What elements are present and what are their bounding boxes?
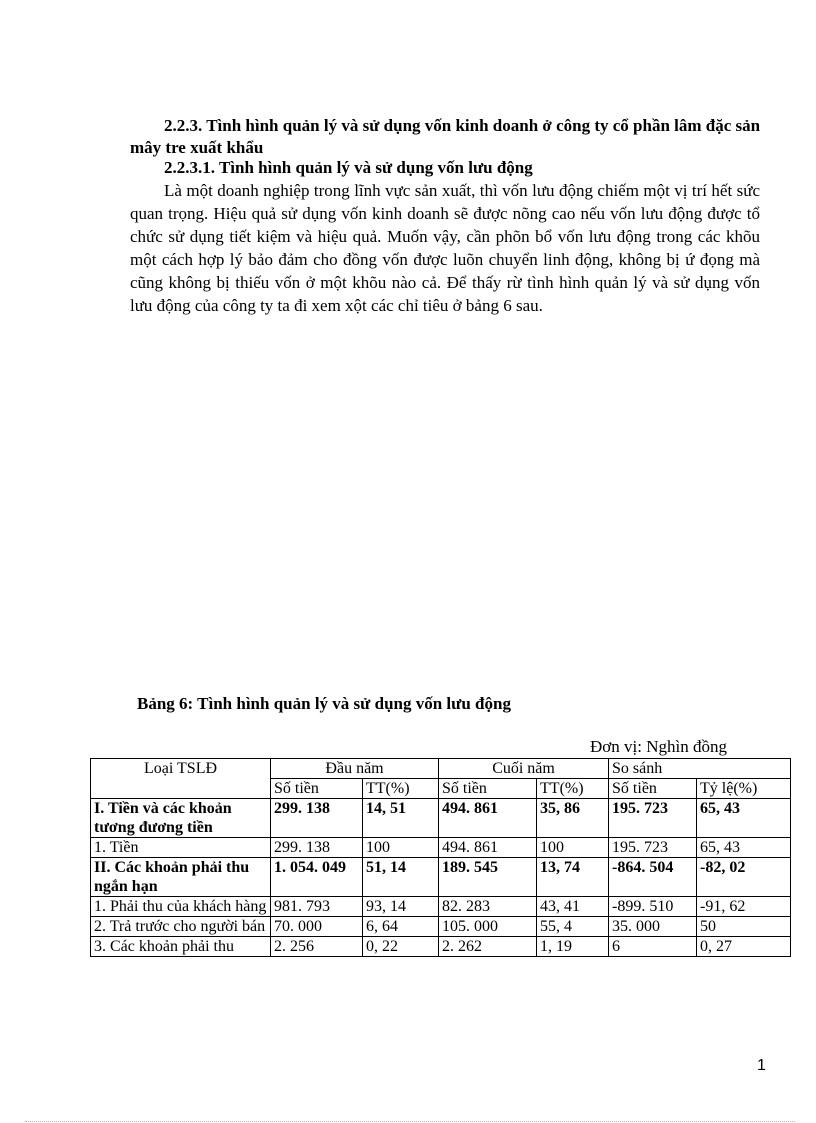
table-cell: -91, 62 xyxy=(697,897,791,917)
table-cell: 0, 22 xyxy=(363,937,439,957)
table-cell: 82. 283 xyxy=(439,897,537,917)
table-row xyxy=(91,838,791,858)
table-cell: II. Các khoản phải thu ngắn hạn xyxy=(91,858,271,897)
table-header-cell: Cuối năm xyxy=(439,759,609,779)
table-cell: 981. 793 xyxy=(271,897,363,917)
table-cell: -82, 02 xyxy=(697,858,791,897)
table-row xyxy=(91,799,791,838)
table-cell: 35. 000 xyxy=(609,917,697,937)
subsection-heading: 2.2.3.1. Tình hình quản lý và sử dụng vốn lưu động xyxy=(164,158,533,177)
table-header-cell: Đầu năm xyxy=(271,759,439,779)
table-cell: 93, 14 xyxy=(363,897,439,917)
table-cell: 3. Các khoản phải thu xyxy=(91,937,271,957)
table-cell: 14, 51 xyxy=(363,799,439,838)
working-capital-table xyxy=(90,758,791,957)
table-cell: 1. 054. 049 xyxy=(271,858,363,897)
table-cell: 13, 74 xyxy=(537,858,609,897)
table-cell: 494. 861 xyxy=(439,838,537,858)
table-cell: 35, 86 xyxy=(537,799,609,838)
table-header-cell: Số tiền xyxy=(271,779,363,799)
table-row xyxy=(91,858,791,897)
table-cell: 6 xyxy=(609,937,697,957)
table-cell: 55, 4 xyxy=(537,917,609,937)
table-cell: 2. 262 xyxy=(439,937,537,957)
table-cell: 195. 723 xyxy=(609,799,697,838)
table-cell: 6, 64 xyxy=(363,917,439,937)
table-cell: 2. Trả trước cho người bán xyxy=(91,917,271,937)
table-cell: 100 xyxy=(537,838,609,858)
page-number: 1 xyxy=(757,1057,766,1074)
table-cell: 1, 19 xyxy=(537,937,609,957)
table-cell: 299. 138 xyxy=(271,799,363,838)
table-cell: 195. 723 xyxy=(609,838,697,858)
table-cell: 105. 000 xyxy=(439,917,537,937)
table-header-cell: TT(%) xyxy=(537,779,609,799)
table-cell: 51, 14 xyxy=(363,858,439,897)
table-cell: 43, 41 xyxy=(537,897,609,917)
body-paragraph: Là một doanh nghiệp trong lĩnh vực sản xuất, thì vốn lưu động chiếm một vị trí hết sức quan trọng. Hiệu quả sử dụng vốn kinh doanh sẽ được nõng cao nếu vốn lưu động được tổ chức sử dụng tiết kiệm và hiệu quả. Muốn vậy, cần phõn bổ vốn lưu động trong các khõu một cách hợp lý bảo đảm cho đồng vốn được luõn chuyển linh động, không bị ứ đọng mà cũng không bị thiếu vốn ở một khõu nào cả. Để thấy rừ tình hình quản lý và sử dụng vốn lưu động của công ty ta đi xem xột các chỉ tiêu ở bảng 6 sau. xyxy=(130,181,760,315)
table-header-cell: Tỷ lệ(%) xyxy=(697,779,791,799)
table-caption: Bảng 6: Tình hình quản lý và sử dụng vốn lưu động xyxy=(137,694,511,713)
table-cell: 189. 545 xyxy=(439,858,537,897)
table-cell: 100 xyxy=(363,838,439,858)
table-cell: 299. 138 xyxy=(271,838,363,858)
table-cell: 494. 861 xyxy=(439,799,537,838)
table-cell: 50 xyxy=(697,917,791,937)
table-header-cell: Số tiền xyxy=(439,779,537,799)
table-cell: I. Tiền và các khoản tương đương tiền xyxy=(91,799,271,838)
table-cell: 65, 43 xyxy=(697,838,791,858)
table-cell: -864. 504 xyxy=(609,858,697,897)
table-row xyxy=(91,897,791,917)
page-bottom-divider xyxy=(25,1121,795,1122)
table-cell: 65, 43 xyxy=(697,799,791,838)
unit-note: Đơn vị: Nghìn đồng xyxy=(590,737,727,756)
table-cell: 1. Phải thu của khách hàng xyxy=(91,897,271,917)
table-row xyxy=(91,937,791,957)
table-header-cell: TT(%) xyxy=(363,779,439,799)
table-header-cell: Loại TSLĐ xyxy=(91,759,271,799)
table-cell: 2. 256 xyxy=(271,937,363,957)
table-cell: 0, 27 xyxy=(697,937,791,957)
table-header-cell: So sánh xyxy=(609,759,791,779)
table-cell: 70. 000 xyxy=(271,917,363,937)
table-cell: -899. 510 xyxy=(609,897,697,917)
table-row xyxy=(91,917,791,937)
table-header-cell: Số tiền xyxy=(609,779,697,799)
table-header-row xyxy=(91,759,791,779)
section-heading: 2.2.3. Tình hình quản lý và sử dụng vốn kinh doanh ở công ty cổ phần lâm đặc sản mây tre xuất khẩu xyxy=(130,116,761,157)
table-cell: 1. Tiền xyxy=(91,838,271,858)
